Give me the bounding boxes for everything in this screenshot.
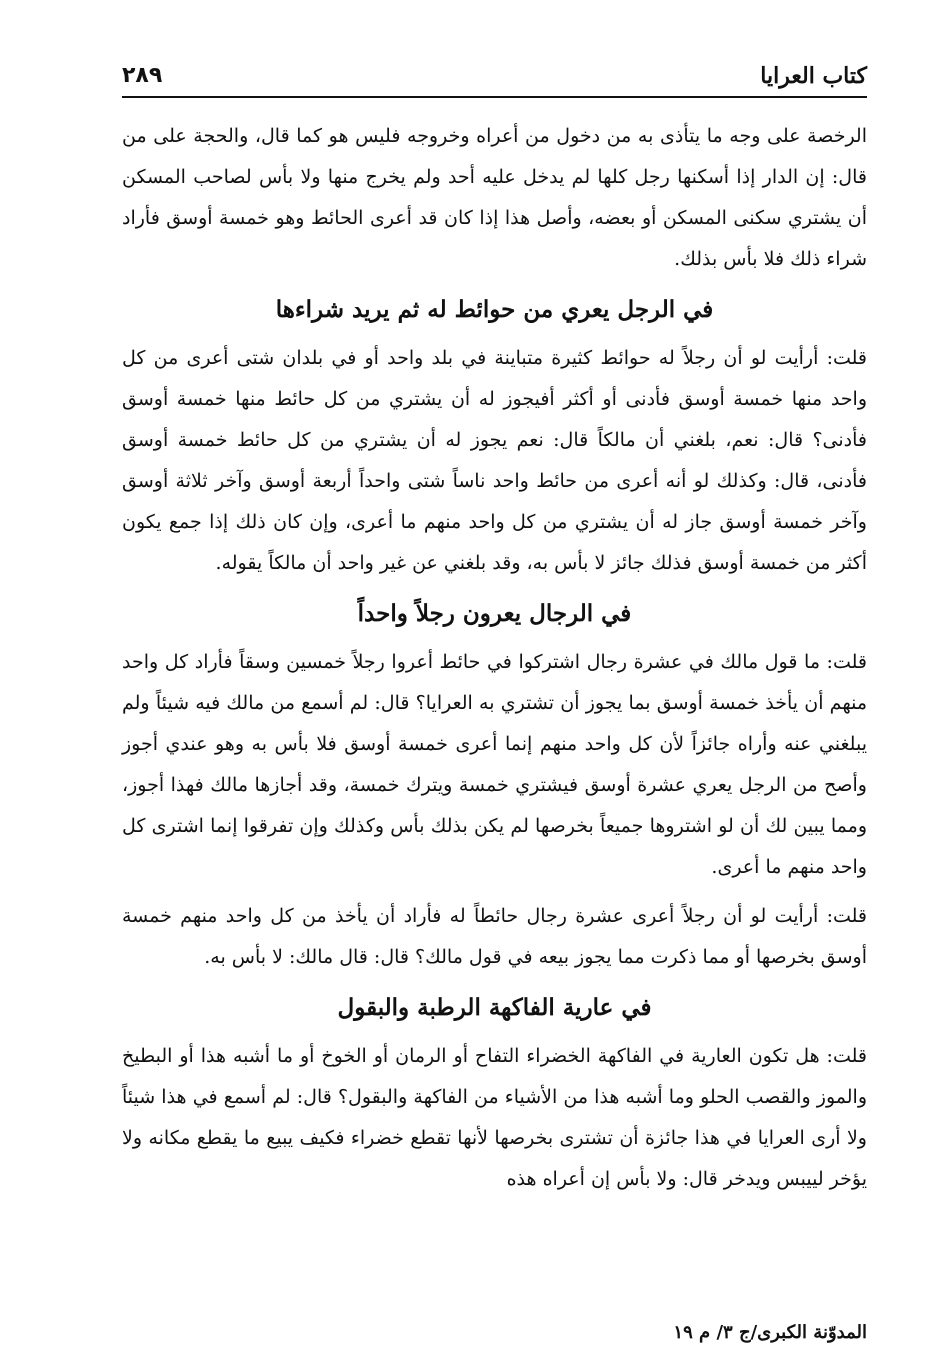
page-body (122, 116, 867, 1208)
paragraph: قلت: ما قول مالك في عشرة رجال اشتركوا في حائط أعروا رجلاً خمسين وسقاً فأراد كل واحد منهم أن يأخذ خمسة أوسق بما يجوز أن تشتري به العرايا؟ قال: لم أسمع من مالك فيه شيئاً ولم يبلغني عنه وأراه جائزاً لأن كل واحد منهم إنما أعرى خمسة أوسق فلا بأس به وهو عندي أجوز وأصح من الرجل يعري عشرة أوسق فيشتري خمسة ويترك خمسة، وقد أجازها مالك فهذا أجوز، ومما يبين لك أن لو اشتروها جميعاً بخرصها لم يكن بذلك بأس وكذلك وإن تفرقوا إنما اشترى كل واحد منهم ما أعرى. (122, 651, 867, 878)
section-heading-3: في عارية الفاكهة الرطبة والبقول (337, 994, 652, 1021)
page-number: ٢٨٩ (122, 63, 163, 88)
paragraph: قلت: أرأيت لو أن رجلاً له حوائط كثيرة متباينة في بلد واحد أو في بلدان شتى أعرى من كل واحد منها خمسة أوسق فأدنى أو أكثر أفيجوز له أن يشتري من كل حائط منها خمسة أوسق فأدنى؟ قال: نعم، بلغني أن مالكاً قال: نعم يجوز له أن يشتري من كل حائط خمسة أوسق فأدنى، قال: وكذلك لو أنه أعرى من حائط واحد ناساً شتى واحداً أربعة أوسق وآخر ثلاثة أوسق وآخر خمسة أوسق جاز له أن يشتري من كل واحد منهم ما أعرى، وإن كان ذلك إذا جمع يكون أكثر من خمسة أوسق فذلك جائز لا بأس به، وقد بلغني عن غير واحد أن مالكاً يقوله. (122, 347, 867, 574)
paragraph: قلت: أرأيت لو أن رجلاً أعرى عشرة رجال حائطاً له فأراد أن يأخذ من كل واحد منهم خمسة أوسق بخرصها أو مما ذكرت مما يجوز بيعه في قول مالك؟ قال: قال مالك: لا بأس به. (122, 905, 867, 968)
section-heading-2: في الرجال يعرون رجلاً واحداً (357, 600, 632, 627)
header-rule (122, 96, 867, 98)
paragraph: قلت: هل تكون العارية في الفاكهة الخضراء التفاح أو الرمان أو الخوخ أو ما أشبه هذا أو البطيخ والموز والقصب الحلو وما أشبه هذا من الأشياء من الفاكهة والبقول؟ قال: لم أسمع في هذا شيئاً ولا أرى العرايا في هذا جائزة أن تشترى بخرصها لأنها تقطع خضراء فكيف يبيع ما يقطع مكانه ولا يؤخر لييبس ويدخر قال: ولا بأس إن أعراه هذه (122, 1045, 867, 1190)
paragraph-intro: الرخصة على وجه ما يتأذى به من دخول من أعراه وخروجه فليس هو كما قال، والحجة على من قال: إن الدار إذا أسكنها رجل كلها لم يدخل عليه أحد ولم يخرج منها ولا بأس لصاحب المسكن أن يشتري سكنى المسكن أو بعضه، وأصل هذا إذا كان قد أعرى الحائط وهو خمسة أوسق فأراد شراء ذلك فلا بأس بذلك. (122, 125, 867, 270)
footer-signature: المدوّنة الكبرى/ج ٣/ م ١٩ (673, 1322, 867, 1343)
section-heading-1: في الرجل يعري من حوائط له ثم يريد شراءها (275, 296, 714, 323)
page-header (122, 58, 867, 98)
running-title: كتاب العرايا (760, 63, 867, 89)
